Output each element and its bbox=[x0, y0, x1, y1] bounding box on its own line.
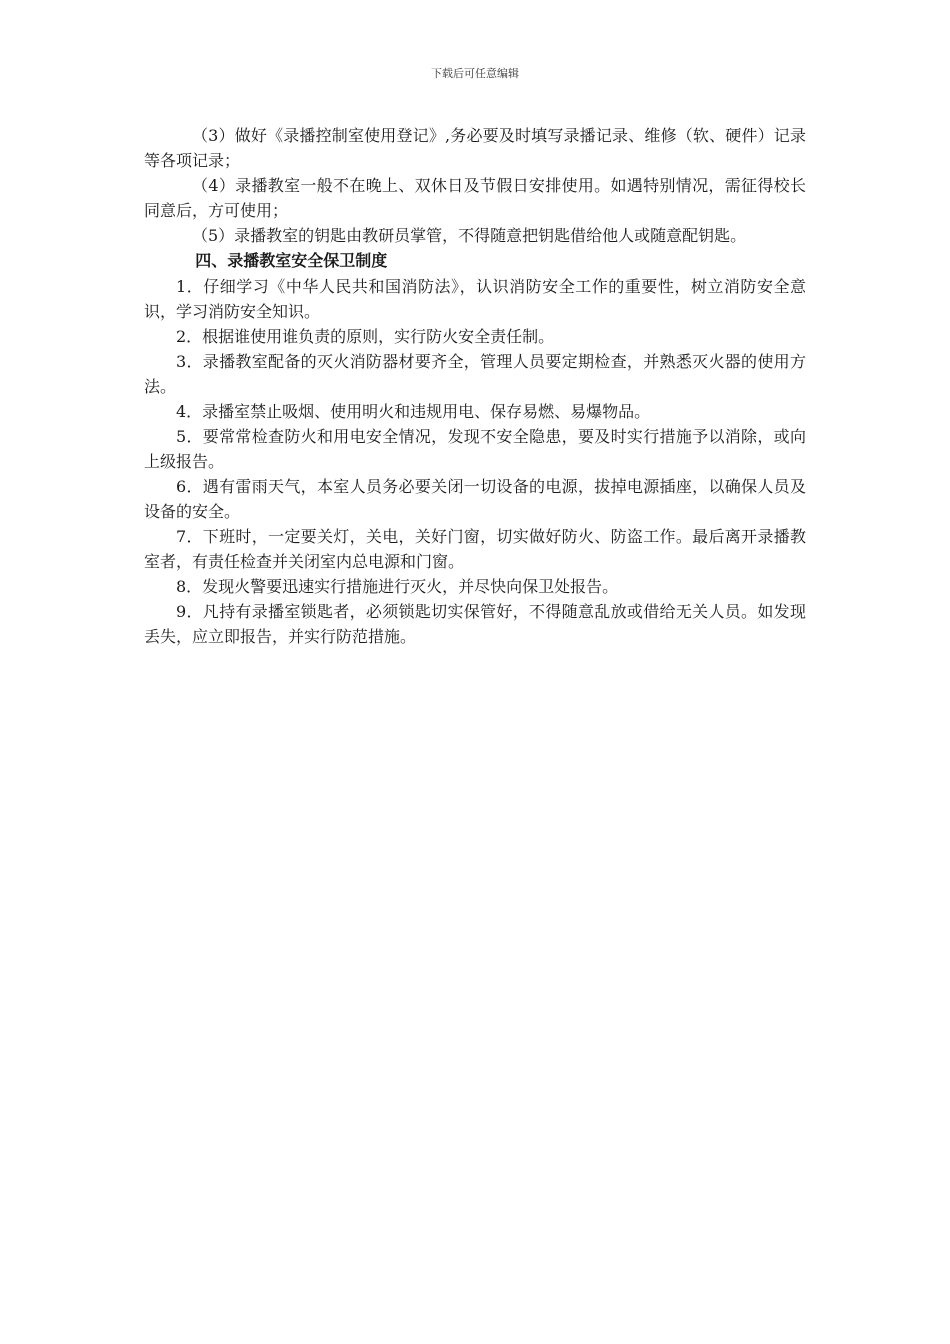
rule-item-9: 9．凡持有录播室锁匙者，必须锁匙切实保管好，不得随意乱放或借给无关人员。如发现丢失，应立即报告，并实行防范措施。 bbox=[144, 602, 806, 646]
section-heading: 四、录播教室安全保卫制度 bbox=[195, 251, 388, 270]
rule-item-4: 4．录播室禁止吸烟、使用明火和违规用电、保存易燃、易爆物品。 bbox=[176, 402, 651, 421]
rule-item-8: 8．发现火警要迅速实行措施进行灭火，并尽快向保卫处报告。 bbox=[176, 577, 619, 596]
rule-item-7: 7．下班时，一定要关灯，关电，关好门窗，切实做好防火、防盗工作。最后离开录播教室者，有责任检查并关闭室内总电源和门窗。 bbox=[144, 527, 806, 571]
paragraph-item-4: （4）录播教室一般不在晚上、双休日及节假日安排使用。如遇特别情况，需征得校长同意后，方可使用； bbox=[144, 176, 806, 220]
rule-item-3: 3．录播教室配备的灭火消防器材要齐全，管理人员要定期检查，并熟悉灭火器的使用方法。 bbox=[144, 352, 806, 396]
rule-item-6: 6．遇有雷雨天气，本室人员务必要关闭一切设备的电源，拔掉电源插座，以确保人员及设备的安全。 bbox=[144, 477, 806, 521]
rule-item-5: 5．要常常检查防火和用电安全情况，发现不安全隐患，要及时实行措施予以消除，或向上级报告。 bbox=[144, 427, 806, 471]
rule-item-2: 2．根据谁使用谁负责的原则，实行防火安全责任制。 bbox=[176, 327, 555, 346]
document-body bbox=[144, 123, 806, 649]
page-header-note: 下载后可任意编辑 bbox=[431, 67, 519, 80]
rule-item-1: 1．仔细学习《中华人民共和国消防法》，认识消防安全工作的重要性，树立消防安全意识，学习消防安全知识。 bbox=[144, 277, 806, 321]
paragraph-item-5: （5）录播教室的钥匙由教研员掌管，不得随意把钥匙借给他人或随意配钥匙。 bbox=[192, 226, 747, 245]
paragraph-item-3: （3）做好《录播控制室使用登记》,务必要及时填写录播记录、维修（软、硬件）记录等各项记录； bbox=[144, 126, 806, 170]
